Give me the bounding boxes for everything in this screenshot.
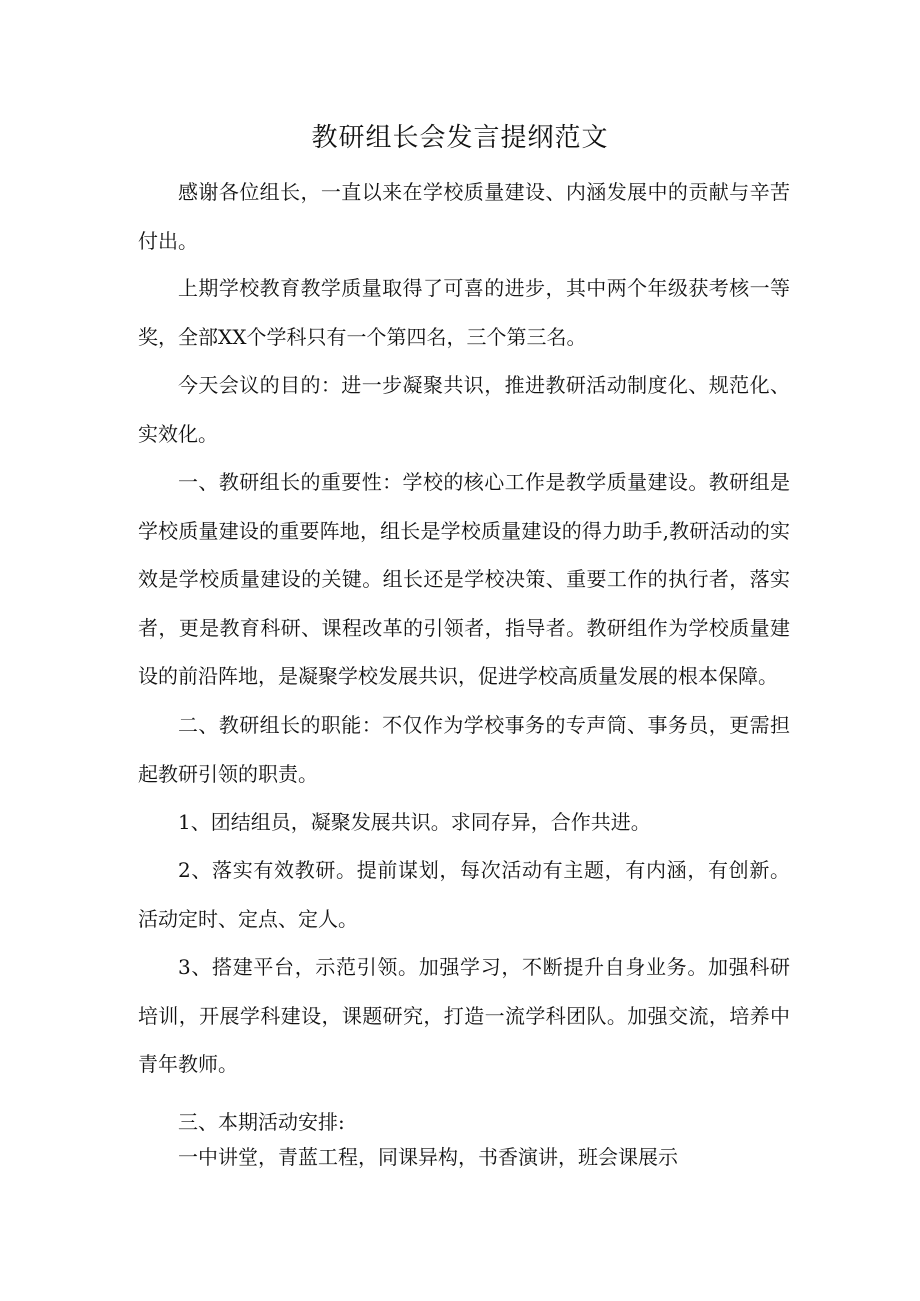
paragraph-section-two: 二、教研组长的职能：不仅作为学校事务的专声筒、事务员，更需担起教研引领的职责。 [138,713,790,786]
paragraph-section-one: 一、教研组长的重要性：学校的核心工作是教学质量建设。教研组是学校质量建设的重要阵地，组长是学校质量建设的得力助手,教研活动的实效是学校质量建设的关键。组长还是学校决策、重要工作的执行者，落实者，更是教育科研、课程改革的引领者，指导者。教研组作为学校质量建设的前沿阵地，是凝聚学校发展共识，促进学校高质量发展的根本保障。 [138,470,790,688]
paragraph-section-three: 三、本期活动安排: [178,1110,345,1134]
paragraph-activity-list: 一中讲堂，青蓝工程，同课异构，书香演讲，班会课展示 [178,1145,678,1169]
paragraph-item-two: 2、落实有效教研。提前谋划，每次活动有主题，有内涵，有创新。活动定时、定点、定人。 [138,858,790,931]
paragraph-item-one: 1、团结组员，凝聚发展共识。求同存异，合作共进。 [178,810,651,834]
paragraph-meeting-purpose: 今天会议的目的：进一步凝聚共识，推进教研活动制度化、规范化、实效化。 [138,373,790,446]
paragraph-thanks: 感谢各位组长，一直以来在学校质量建设、内涵发展中的贡献与辛苦付出。 [138,180,790,253]
paragraph-item-three: 3、搭建平台，示范引领。加强学习，不断提升自身业务。加强科研培训，开展学科建设，课题研究，打造一流学科团队。加强交流，培养中青年教师。 [138,955,790,1076]
document-title: 教研组长会发言提纲范文 [311,123,609,153]
paragraph-last-term-results: 上期学校教育教学质量取得了可喜的进步，其中两个年级获考核一等奖，全部XX个学科只有一个第四名，三个第三名。 [138,276,790,349]
